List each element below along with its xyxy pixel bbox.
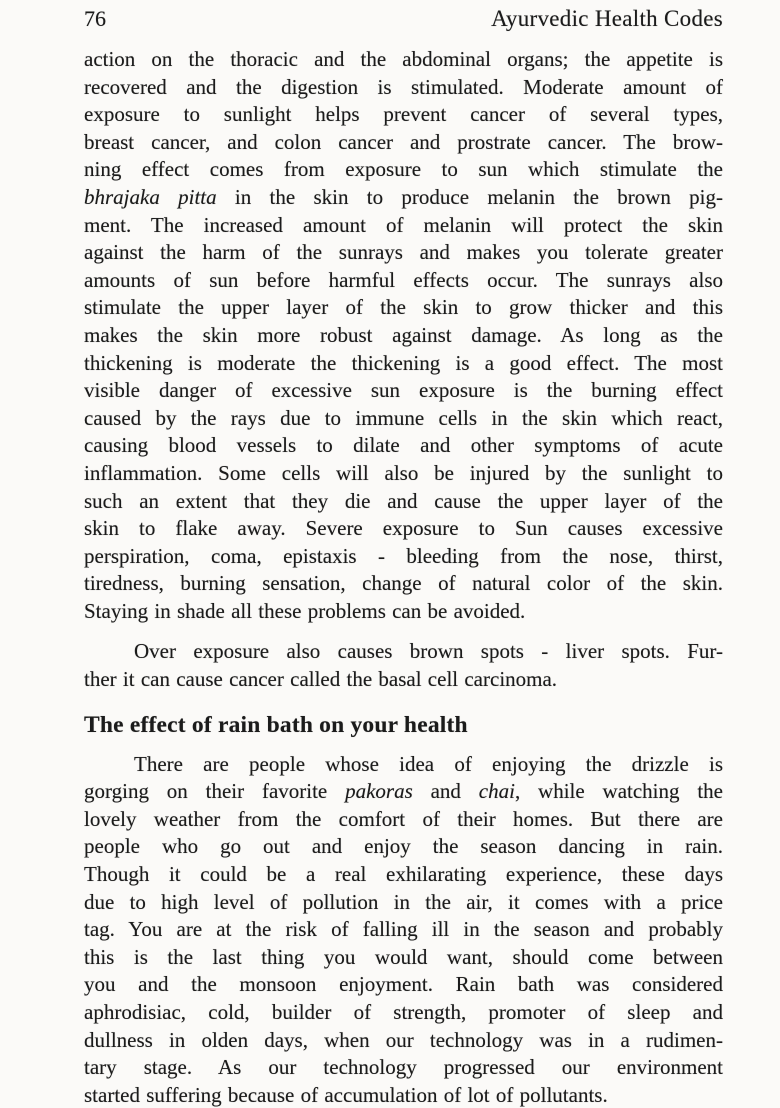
text-line: started suffering because of accumulation of lot of pollutants. [84, 1082, 608, 1107]
text-line: tiredness, burning sensation, change of natural color of the skin. [84, 571, 723, 596]
section-heading-rain-bath: The effect of rain bath on your health [84, 711, 468, 738]
text-line: you and the monsoon enjoyment. Rain bath was considered [84, 972, 723, 997]
text-line: ther it can cause cancer called the basal cell carcinoma. [84, 667, 558, 692]
text-line: tag. You are at the risk of falling ill in the season and probably [84, 917, 723, 942]
text-line: There are people whose idea of enjoying the drizzle is [134, 751, 723, 776]
text-line: visible danger of excessive sun exposure is the burning effect [84, 378, 723, 403]
text-line: people who go out and enjoy the season dancing in rain. [84, 834, 723, 859]
text-line: action on the thoracic and the abdominal organs; the appetite is [84, 47, 723, 71]
text-line: thickening is moderate the thickening is a good effect. The most [84, 350, 723, 375]
text-line: Though it could be a real exhilarating experience, these days [84, 862, 723, 887]
text-line: ning effect comes from exposure to sun which stimulate the [84, 157, 723, 182]
text-line: ment. The increased amount of melanin will protect the skin [84, 212, 723, 237]
text-line: tary stage. As our technology progressed our environment [84, 1055, 723, 1080]
text-line: such an extent that they die and cause the upper layer of the [84, 488, 723, 513]
text-line: Staying in shade all these problems can be avoided. [84, 598, 526, 623]
paragraph-overexposure [84, 638, 723, 693]
page-number: 76 [84, 6, 106, 31]
running-header-title: Ayurvedic Health Codes [491, 6, 723, 31]
paragraph-sun-exposure [84, 46, 723, 625]
page-header [84, 6, 723, 32]
emphasis-text: bhrajaka pitta [84, 184, 217, 209]
text-line: perspiration, coma, epistaxis - bleeding from the nose, thirst, [84, 543, 723, 568]
text-line: recovered and the digestion is stimulated. Moderate amount of [84, 74, 723, 99]
text-line: Over exposure also causes brown spots - liver spots. Fur- [134, 639, 723, 664]
paragraph-rain-bath [84, 751, 723, 1108]
text-line: causing blood vessels to dilate and other symptoms of acute [84, 433, 723, 458]
text-line: dullness in olden days, when our technology was in a rudimen- [84, 1027, 723, 1052]
text-line: caused by the rays due to immune cells in the skin which react, [84, 405, 723, 430]
text-line: stimulate the upper layer of the skin to grow thicker and this [84, 295, 723, 320]
text-line: exposure to sunlight helps prevent cancer of several types, [84, 102, 723, 127]
emphasis-text: pakoras [345, 779, 413, 804]
text-line: makes the skin more robust against damage. As long as the [84, 322, 723, 347]
text-line: breast cancer, and colon cancer and prostrate cancer. The brow- [84, 129, 723, 154]
emphasis-text: chai [478, 779, 515, 804]
text-line: bhrajaka pitta in the skin to produce melanin the brown pig- [84, 184, 723, 209]
text-line: gorging on their favorite pakoras and chai, while watching the [84, 779, 723, 804]
text-line: against the harm of the sunrays and makes you tolerate greater [84, 240, 723, 265]
text-line: aphrodisiac, cold, builder of strength, promoter of sleep and [84, 1000, 723, 1024]
text-line: skin to flake away. Severe exposure to Sun causes excessive [84, 516, 723, 541]
text-line: due to high level of pollution in the air, it comes with a price [84, 889, 723, 914]
text-line: lovely weather from the comfort of their homes. But there are [84, 806, 723, 831]
text-line: this is the last thing you would want, should come between [84, 944, 723, 969]
text-line: amounts of sun before harmful effects occur. The sunrays also [84, 267, 723, 292]
text-line: inflammation. Some cells will also be injured by the sunlight to [84, 460, 723, 485]
